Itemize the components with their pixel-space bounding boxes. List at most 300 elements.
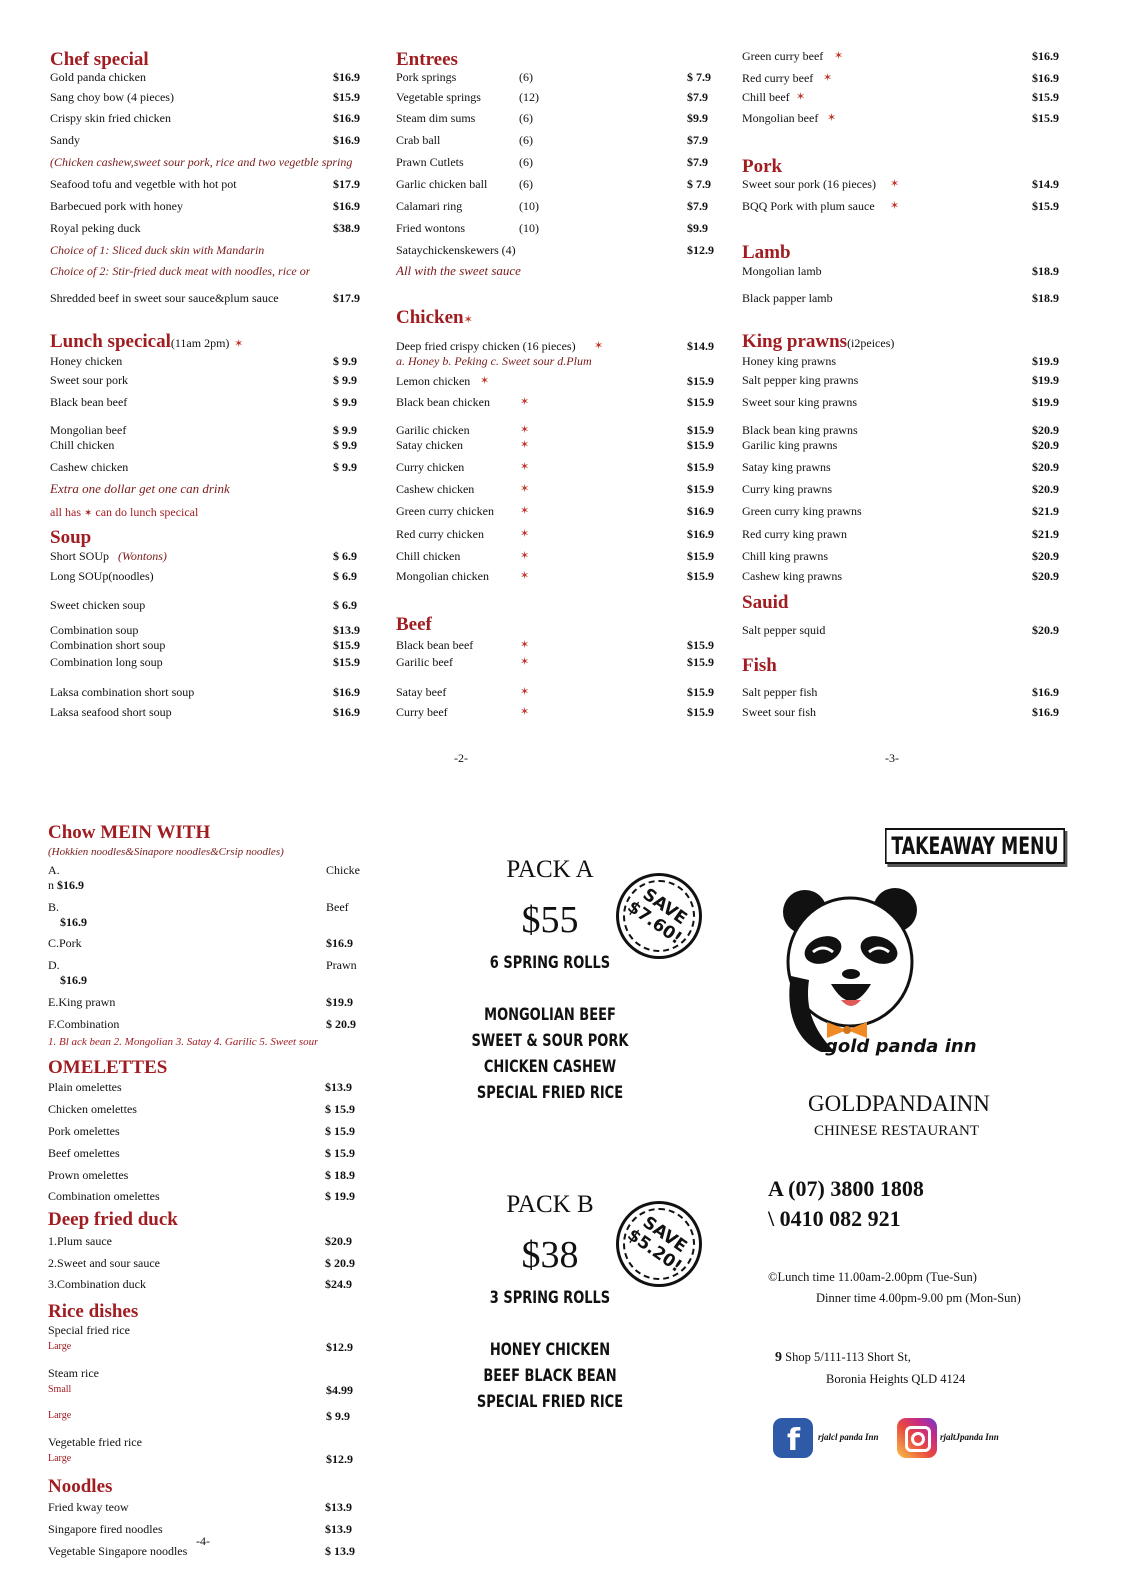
menu-item-price: $ 6.9 bbox=[333, 549, 357, 563]
lunch-drink-note: Extra one dollar get one can drink bbox=[50, 482, 230, 496]
chow-mein-price: $ 20.9 bbox=[326, 1017, 356, 1031]
menu-item-price: $16.9 bbox=[333, 133, 360, 147]
menu-item-price: $ 6.9 bbox=[333, 569, 357, 583]
menu-item-price: $13.9 bbox=[325, 1500, 352, 1514]
menu-item bbox=[50, 460, 383, 474]
chicken-title: Chicken bbox=[396, 307, 464, 328]
menu-item-name: Sweet chicken soup bbox=[50, 598, 146, 612]
menu-item-price: $20.9 bbox=[1032, 482, 1059, 496]
rice-size: Large bbox=[48, 1341, 72, 1352]
menu-item-name: Vegetable Singapore noodles bbox=[48, 1544, 188, 1558]
menu-item-price: $12.9 bbox=[687, 243, 714, 257]
star-icon: ✶ bbox=[796, 91, 806, 103]
menu-note: Choice of 2: Stir-fried duck meat with noodles, rice or bbox=[50, 264, 311, 278]
menu-item bbox=[50, 221, 383, 235]
pack-b-items bbox=[448, 1285, 652, 1415]
star-icon: ✶ bbox=[890, 200, 900, 212]
menu-item bbox=[742, 71, 1082, 85]
menu-item-price: $ 9.9 bbox=[333, 460, 357, 474]
menu-note: Choice of 1: Sliced duck skin with Mandarin bbox=[50, 243, 265, 257]
menu-item-price: $20.9 bbox=[1032, 569, 1059, 583]
menu-item-name: Chill beef bbox=[742, 90, 790, 104]
star-icon: ✶ bbox=[520, 570, 530, 582]
panda-logo-icon bbox=[775, 880, 1025, 1060]
chow-mein-protein: Chicke bbox=[326, 863, 360, 877]
menu-item-name: Combination soup bbox=[50, 623, 139, 637]
menu-item bbox=[48, 1234, 375, 1248]
pack-b-item: HONEY CHICKEN bbox=[489, 1340, 611, 1360]
menu-item-qty: (6) bbox=[519, 133, 533, 147]
menu-item bbox=[50, 438, 383, 452]
menu-item-price: $15.9 bbox=[687, 395, 714, 409]
menu-item bbox=[50, 569, 383, 583]
star-icon: ✶ bbox=[520, 505, 530, 517]
menu-item-name: Vegetable springs bbox=[396, 90, 481, 104]
menu-item-name: Black papper lamb bbox=[742, 291, 833, 305]
menu-item bbox=[396, 395, 737, 409]
menu-item bbox=[50, 598, 383, 612]
menu-item-name: Seafood tofu and vegetble with hot pot bbox=[50, 177, 237, 191]
menu-item-price: $15.9 bbox=[687, 482, 714, 496]
section-title-deep-fried-duck: Deep fried duck bbox=[48, 1209, 178, 1230]
page-number-3: -3- bbox=[885, 751, 899, 765]
chow-mein-letter: C.Pork bbox=[48, 936, 82, 950]
pack-a-item: MONGOLIAN BEEF bbox=[484, 1005, 616, 1025]
menu-item bbox=[396, 527, 737, 541]
menu-item bbox=[396, 243, 737, 257]
menu-item bbox=[396, 482, 737, 496]
menu-item-price: $7.9 bbox=[687, 90, 708, 104]
lunch-special-title: Lunch specical bbox=[50, 331, 171, 352]
menu-item-name: Mongolian lamb bbox=[742, 264, 822, 278]
menu-item-price: $15.9 bbox=[333, 90, 360, 104]
menu-item-price: $15.9 bbox=[687, 655, 714, 669]
menu-item bbox=[396, 504, 737, 518]
rice-price: $ 9.9 bbox=[326, 1409, 350, 1423]
address-line-1 bbox=[775, 1350, 911, 1366]
menu-item-name: Crab ball bbox=[396, 133, 441, 147]
dinner-hours: Dinner time 4.00pm-9.00 pm (Mon-Sun) bbox=[816, 1291, 1021, 1305]
menu-item-price: $7.9 bbox=[687, 155, 708, 169]
menu-item-name: Combination short soup bbox=[50, 638, 166, 652]
star-icon: ✶ bbox=[520, 686, 530, 698]
instagram-handle[interactable]: rjaltJpanda Inn bbox=[940, 1432, 999, 1442]
menu-item-name: Chill chicken bbox=[396, 549, 461, 563]
menu-item-name: Cashew king prawns bbox=[742, 569, 842, 583]
menu-item bbox=[50, 90, 383, 104]
star-icon: ✶ bbox=[480, 375, 490, 387]
menu-item bbox=[396, 177, 737, 191]
menu-item bbox=[742, 438, 1082, 452]
menu-item-name: Mongolian beef bbox=[50, 423, 127, 437]
menu-item-name: Black bean chicken bbox=[396, 395, 490, 409]
menu-item-price: $15.9 bbox=[687, 438, 714, 452]
pack-a-price: $55 bbox=[521, 899, 579, 941]
phone-landline[interactable]: A (07) 3800 1808 bbox=[768, 1176, 924, 1201]
lunch-hours: ©Lunch time 11.00am-2.00pm (Tue-Sun) bbox=[768, 1270, 977, 1284]
phone-mobile[interactable]: \ 0410 082 921 bbox=[768, 1206, 901, 1231]
menu-item-name: Beef omelettes bbox=[48, 1146, 120, 1160]
menu-item-price: $16.9 bbox=[687, 504, 714, 518]
pack-b-item: BEEF BLACK BEAN bbox=[483, 1366, 617, 1386]
restaurant-subtitle: CHINESE RESTAURANT bbox=[814, 1123, 980, 1139]
menu-item-price: $38.9 bbox=[333, 221, 360, 235]
menu-item-price: $21.9 bbox=[1032, 504, 1059, 518]
chow-mein-second-line bbox=[48, 915, 87, 929]
footnote-prefix: all has bbox=[50, 505, 81, 519]
king-prawns-title: King prawns bbox=[742, 331, 848, 352]
menu-note: (Chicken cashew,sweet sour pork, rice and two vegetble spring bbox=[50, 155, 353, 169]
menu-item-name: Laksa seafood short soup bbox=[50, 705, 172, 719]
star-icon: ✶ bbox=[520, 528, 530, 540]
section-title-lamb: Lamb bbox=[742, 242, 791, 263]
rice-dish-size-row bbox=[48, 1452, 378, 1466]
menu-item-name: Salt pepper squid bbox=[742, 623, 826, 637]
menu-item-price: $15.9 bbox=[687, 374, 714, 388]
menu-item-price: $15.9 bbox=[1032, 111, 1059, 125]
menu-item-price: $16.9 bbox=[333, 70, 360, 84]
menu-item-name: Cashew chicken bbox=[50, 460, 129, 474]
save-badge-pack-a bbox=[616, 873, 702, 959]
section-title-pork: Pork bbox=[742, 156, 783, 177]
rice-size: Large bbox=[48, 1453, 72, 1464]
menu-item-name: Combination omelettes bbox=[48, 1189, 160, 1203]
star-icon: ✶ bbox=[823, 72, 833, 84]
menu-item-name: Sataychickenskewers (4) bbox=[396, 243, 516, 257]
menu-item-name: Garilic beef bbox=[396, 655, 453, 669]
menu-item-price: $16.9 bbox=[333, 111, 360, 125]
menu-item-price: $16.9 bbox=[687, 527, 714, 541]
menu-item-price: $20.9 bbox=[1032, 549, 1059, 563]
chow-mein-letter: A. bbox=[48, 863, 60, 877]
chow-mein-noodle-note: (Hokkien noodles&Sinapore noodles&Crsip noodles) bbox=[48, 846, 284, 858]
menu-item-name: Honey king prawns bbox=[742, 354, 836, 368]
location-icon: 9 bbox=[775, 1350, 782, 1365]
menu-item-price: $14.9 bbox=[1032, 177, 1059, 191]
menu-item-name: Satay chicken bbox=[396, 438, 463, 452]
menu-item bbox=[396, 638, 737, 652]
menu-item bbox=[742, 504, 1082, 518]
menu-item bbox=[742, 264, 1082, 278]
menu-item-price: $15.9 bbox=[1032, 90, 1059, 104]
logo-text: gold panda inn bbox=[825, 1036, 977, 1057]
menu-item-name: 3.Combination duck bbox=[48, 1277, 146, 1291]
menu-item bbox=[50, 638, 383, 652]
menu-item-name: Black bean beef bbox=[396, 638, 474, 652]
menu-item-qty: (10) bbox=[519, 221, 539, 235]
menu-item-name: 1.Plum sauce bbox=[48, 1234, 112, 1248]
menu-item-name: Steam dim sums bbox=[396, 111, 476, 125]
menu-item bbox=[50, 70, 383, 84]
menu-item bbox=[742, 705, 1082, 719]
menu-item-name: Sweet sour king prawns bbox=[742, 395, 857, 409]
menu-item-price: $15.9 bbox=[687, 549, 714, 563]
chow-mein-second-line bbox=[48, 973, 87, 987]
menu-item bbox=[742, 199, 1082, 213]
menu-item-price: $15.9 bbox=[687, 569, 714, 583]
menu-item-name: Garilic chicken bbox=[396, 423, 470, 437]
menu-item bbox=[742, 460, 1082, 474]
menu-item-name: Shredded beef in sweet sour sauce&plum sauce bbox=[50, 291, 279, 305]
chow-mein-price: $16.9 bbox=[57, 878, 84, 892]
star-icon: ✶ bbox=[463, 314, 473, 326]
menu-item-price: $13.9 bbox=[333, 623, 360, 637]
menu-item bbox=[742, 685, 1082, 699]
menu-item-price: $16.9 bbox=[1032, 685, 1059, 699]
menu-item-price: $15.9 bbox=[1032, 199, 1059, 213]
footnote-suffix: can do lunch specical bbox=[95, 505, 199, 519]
menu-item-name: Singapore fired noodles bbox=[48, 1522, 163, 1536]
menu-item-price: $ 6.9 bbox=[333, 598, 357, 612]
menu-item-price: $19.9 bbox=[1032, 373, 1059, 387]
menu-item bbox=[742, 177, 1082, 191]
menu-item bbox=[742, 291, 1082, 305]
entrees-sauce-note: All with the sweet sauce bbox=[396, 264, 521, 278]
menu-item-name: Gold panda chicken bbox=[50, 70, 146, 84]
menu-item bbox=[50, 623, 383, 637]
facebook-handle[interactable]: rjalcl panda Inn bbox=[818, 1432, 879, 1442]
menu-item-price: $20.9 bbox=[1032, 423, 1059, 437]
chow-mein-letter: B. bbox=[48, 900, 60, 914]
menu-item-price: $16.9 bbox=[333, 685, 360, 699]
menu-item-name: Pork springs bbox=[396, 70, 457, 84]
star-icon: ✶ bbox=[520, 424, 530, 436]
menu-item-name: Red curry king prawn bbox=[742, 527, 847, 541]
menu-item-name: Garilic king prawns bbox=[742, 438, 838, 452]
menu-item-price: $7.9 bbox=[687, 199, 708, 213]
menu-item-price: $15.9 bbox=[333, 655, 360, 669]
pack-b-title: PACK B bbox=[506, 1191, 594, 1218]
menu-item-price: $19.9 bbox=[1032, 354, 1059, 368]
menu-item-name: Laksa combination short soup bbox=[50, 685, 195, 699]
menu-item-name: Mongolian beef bbox=[742, 111, 819, 125]
menu-item bbox=[396, 70, 737, 84]
rice-dish-size-row bbox=[48, 1383, 378, 1397]
page-number-2: -2- bbox=[454, 751, 468, 765]
star-icon: ✶ bbox=[520, 461, 530, 473]
chow-mein-wrap: n bbox=[48, 878, 54, 892]
section-title-chicken bbox=[396, 308, 473, 330]
menu-item-name: Sweet sour fish bbox=[742, 705, 816, 719]
menu-item-price: $16.9 bbox=[333, 705, 360, 719]
menu-item bbox=[48, 1544, 375, 1558]
menu-item bbox=[48, 1522, 375, 1536]
menu-item-price: $16.9 bbox=[1032, 705, 1059, 719]
menu-item-price: $16.9 bbox=[333, 199, 360, 213]
menu-item-name: Salt pepper fish bbox=[742, 685, 818, 699]
menu-item-name: Curry chicken bbox=[396, 460, 465, 474]
menu-item-price: $ 9.9 bbox=[333, 354, 357, 368]
menu-item-price: $21.9 bbox=[1032, 527, 1059, 541]
facebook-icon[interactable]: f bbox=[773, 1418, 813, 1458]
rice-dish-size-row bbox=[48, 1409, 378, 1423]
section-title-fish: Fish bbox=[742, 655, 777, 676]
section-title-omelettes: OMELETTES bbox=[48, 1057, 168, 1078]
menu-item bbox=[742, 527, 1082, 541]
menu-item-name: Green curry beef bbox=[742, 49, 824, 63]
menu-item bbox=[742, 395, 1082, 409]
menu-item-price: $ 9.9 bbox=[333, 395, 357, 409]
menu-item-qty: (6) bbox=[519, 70, 533, 84]
menu-item bbox=[48, 1500, 375, 1514]
menu-item-price: $17.9 bbox=[333, 177, 360, 191]
chow-mein-letter: E.King prawn bbox=[48, 995, 116, 1009]
menu-item bbox=[50, 373, 383, 387]
pack-b-price: $38 bbox=[521, 1234, 579, 1276]
menu-item-price: $ 20.9 bbox=[325, 1256, 355, 1270]
menu-item-price: $15.9 bbox=[333, 638, 360, 652]
menu-item-name: BQQ Pork with plum sauce bbox=[742, 199, 875, 213]
menu-item-price: $19.9 bbox=[1032, 395, 1059, 409]
chow-mein-second-line bbox=[48, 878, 84, 892]
menu-item-price: $7.9 bbox=[687, 133, 708, 147]
menu-item-price: $ 15.9 bbox=[325, 1124, 355, 1138]
address-line-2: Boronia Heights QLD 4124 bbox=[826, 1372, 966, 1386]
menu-item-price: $15.9 bbox=[687, 638, 714, 652]
menu-item-name: Red curry chicken bbox=[396, 527, 484, 541]
menu-item bbox=[48, 1277, 375, 1291]
menu-item-name: Royal peking duck bbox=[50, 221, 141, 235]
chow-mein-price: $16.9 bbox=[326, 936, 353, 950]
menu-item-price: $ 13.9 bbox=[325, 1544, 355, 1558]
menu-item-price: $15.9 bbox=[687, 423, 714, 437]
star-icon: ✶ bbox=[84, 508, 93, 519]
pack-a-title: PACK A bbox=[506, 856, 594, 883]
menu-item-name: Chicken omelettes bbox=[48, 1102, 137, 1116]
menu-item bbox=[742, 623, 1082, 637]
menu-item bbox=[742, 482, 1082, 496]
section-title-beef: Beef bbox=[396, 614, 432, 635]
menu-item-name: Garlic chicken ball bbox=[396, 177, 488, 191]
menu-item-name: Cashew chicken bbox=[396, 482, 475, 496]
chow-mein-price: $16.9 bbox=[60, 915, 87, 929]
section-title-king-prawns bbox=[742, 332, 894, 353]
menu-item-name: Fried kway teow bbox=[48, 1500, 129, 1514]
menu-item bbox=[50, 549, 383, 563]
pack-b-item: SPECIAL FRIED RICE bbox=[476, 1392, 624, 1412]
menu-item-name: Black bean beef bbox=[50, 395, 128, 409]
menu-item bbox=[742, 111, 1082, 125]
menu-item bbox=[396, 549, 737, 563]
menu-item bbox=[396, 133, 737, 147]
menu-item-qty: (6) bbox=[519, 155, 533, 169]
menu-item-name: Prown omelettes bbox=[48, 1168, 129, 1182]
menu-item-price: $ 19.9 bbox=[325, 1189, 355, 1203]
section-title-entrees: Entrees bbox=[396, 49, 458, 70]
menu-item-price: $18.9 bbox=[1032, 264, 1059, 278]
menu-item-name: Deep fried crispy chicken (16 pieces) bbox=[396, 339, 576, 353]
menu-item bbox=[50, 199, 383, 213]
menu-item-name: Curry king prawns bbox=[742, 482, 832, 496]
menu-item bbox=[396, 339, 737, 353]
menu-item bbox=[50, 705, 383, 719]
menu-item bbox=[742, 373, 1082, 387]
chow-mein-protein: Beef bbox=[326, 900, 349, 914]
menu-item-name: Barbecued pork with honey bbox=[50, 199, 183, 213]
star-icon: ✶ bbox=[834, 50, 844, 62]
menu-item-name: Green curry chicken bbox=[396, 504, 494, 518]
restaurant-name: GOLDPANDAINN bbox=[808, 1091, 990, 1116]
menu-item-price: $ 15.9 bbox=[325, 1102, 355, 1116]
rice-price: $12.9 bbox=[326, 1340, 353, 1354]
menu-item-name: Pork omelettes bbox=[48, 1124, 120, 1138]
menu-item-qty: (12) bbox=[519, 90, 539, 104]
menu-item-price: $20.9 bbox=[1032, 460, 1059, 474]
menu-item-name: Sweet sour pork bbox=[50, 373, 128, 387]
chow-mein-letter: F.Combination bbox=[48, 1017, 120, 1031]
menu-item bbox=[50, 655, 383, 669]
menu-item bbox=[396, 460, 737, 474]
menu-item-name: Plain omelettes bbox=[48, 1080, 122, 1094]
star-icon: ✶ bbox=[520, 439, 530, 451]
menu-item-price: $24.9 bbox=[325, 1277, 352, 1291]
page-number-4: -4- bbox=[196, 1534, 210, 1548]
menu-item-name: Fried wontons bbox=[396, 221, 465, 235]
menu-item bbox=[48, 1146, 375, 1160]
menu-item-price: $ 7.9 bbox=[687, 70, 711, 84]
section-title-rice-dishes: Rice dishes bbox=[48, 1301, 139, 1322]
star-icon: ✶ bbox=[890, 178, 900, 190]
star-icon: ✶ bbox=[520, 396, 530, 408]
menu-item bbox=[48, 1189, 375, 1203]
menu-item bbox=[48, 1256, 375, 1270]
menu-item-name: Black bean king prawns bbox=[742, 423, 858, 437]
menu-item bbox=[742, 549, 1082, 563]
rice-size: Large bbox=[48, 1410, 72, 1421]
menu-item bbox=[742, 569, 1082, 583]
menu-item-name: Mongolian chicken bbox=[396, 569, 489, 583]
menu-item-qty: (6) bbox=[519, 111, 533, 125]
menu-item bbox=[396, 438, 737, 452]
menu-item-name: Short SOUp bbox=[50, 549, 110, 563]
pack-a-item: SWEET & SOUR PORK bbox=[471, 1031, 629, 1051]
menu-item bbox=[396, 655, 737, 669]
menu-item-name: Green curry king prawns bbox=[742, 504, 862, 518]
menu-item-name: Red curry beef bbox=[742, 71, 814, 85]
menu-item-name: Salt pepper king prawns bbox=[742, 373, 859, 387]
menu-item-price: $20.9 bbox=[1032, 438, 1059, 452]
section-title-noodles: Noodles bbox=[48, 1476, 113, 1497]
menu-item bbox=[396, 374, 737, 388]
menu-item-price: $15.9 bbox=[687, 685, 714, 699]
menu-item bbox=[50, 395, 383, 409]
pack-a-item: 6 SPRING ROLLS bbox=[489, 953, 611, 973]
menu-item-name: Sweet sour pork (16 pieces) bbox=[742, 177, 876, 191]
lunch-footnote bbox=[50, 505, 198, 521]
menu-item-price: $9.9 bbox=[687, 221, 708, 235]
section-title-soup: Soup bbox=[50, 527, 92, 548]
menu-item-price: $ 9.9 bbox=[333, 373, 357, 387]
section-title-chow-mein: Chow MEIN WITH bbox=[48, 822, 211, 843]
menu-item bbox=[50, 177, 383, 191]
menu-item-price: $ 7.9 bbox=[687, 177, 711, 191]
pack-a-item: SPECIAL FRIED RICE bbox=[476, 1083, 624, 1103]
menu-item-name: Curry beef bbox=[396, 705, 448, 719]
menu-item bbox=[396, 221, 737, 235]
menu-item-name: Calamari ring bbox=[396, 199, 463, 213]
menu-item-price: $ 15.9 bbox=[325, 1146, 355, 1160]
menu-item-price: $20.9 bbox=[325, 1234, 352, 1248]
save-badge-text: SAVE $7.60! bbox=[623, 884, 691, 949]
pack-a-items bbox=[448, 950, 652, 1106]
star-icon: ✶ bbox=[234, 338, 244, 350]
star-icon: ✶ bbox=[827, 112, 837, 124]
instagram-icon[interactable] bbox=[897, 1418, 937, 1458]
menu-item bbox=[396, 199, 737, 213]
menu-note: a. Honey b. Peking c. Sweet sour d.Plum bbox=[396, 354, 592, 368]
star-icon: ✶ bbox=[520, 639, 530, 651]
menu-item-price: $15.9 bbox=[687, 460, 714, 474]
